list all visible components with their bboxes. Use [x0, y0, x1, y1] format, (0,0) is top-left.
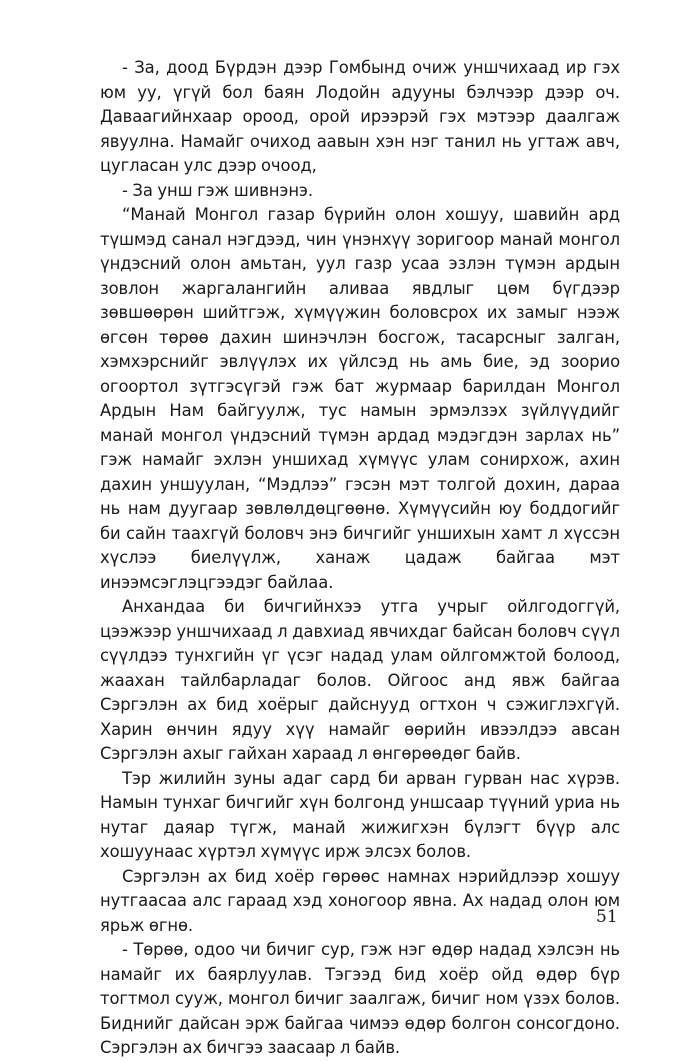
paragraph: Сэргэлэн ах бид хоёр гөрөөс намнах нэрийдлээр хошуу нутгаасаа алс гараад хэд хоногоор явна. Ах надад олон юм ярьж өгнө. [100, 866, 620, 935]
paragraph: - За, доод Бүрдэн дээр Гомбынд очиж уншчихаад ир гэх юм уу, үгүй бол баян Лодойн адууны бэлчээр дээр оч. Даваагийнхаар ороод, орой ирээрэй гэх мэтээр даалгаж явуулна. Намайг очиход аавын хэн нэг танил нь угтаж авч, цугласан улс дээр очоод, [100, 58, 620, 175]
paragraph: “Манай Монгол газар бүрийн олон хошуу, шавийн ард түшмэд санал нэгдээд, чин үнэнхүү зоригоор манай монгол үндэсний олон амьтан, уул газр усаа эзлэн түмэн ардын зовлон жаргалангийн аливаа явдлыг цөм бүгдээр зөвшөөрөн шийтгэж, хүмүүжин боловсрох их замыг нээж өгсөн төрөө дахин шинэчлэн босгож, тасарсныг залган, хэмхэрснийг эвлүүлэх их үйлсэд нь амь бие, эд зоорио огоортол зүтгэсүгэй гэж бат журмаар барилдан Монгол Ардын Нам байгуулж, тус намын эрмэлзэх зүйлүүдийг манай монгол үндэсний түмэн ардад мэдэгдэн зарлах нь” гэж намайг эхлэн уншихад хүмүүс улам сонирхож, ахин дахин уншуулан, “Мэдлээ” гэсэн мэт толгой дохин, дараа нь нам дуугаар зөвлөлдөцгөөнө. Хүмүүсийн юу боддогийг би сайн таахгүй боловч энэ бичгийг уншихын хамт л хүссэн хүслээ биелүүлж, ханаж цадаж байгаа мэт инээмсэглэцгээдэг байлаа. [100, 205, 620, 592]
body-text [100, 56, 620, 1061]
page-number: 51 [596, 907, 618, 927]
paragraph: Тэр жилийн зуны адаг сард би арван гурван нас хүрэв. Намын тунхаг бичгийг хүн болгонд уншсаар түүний уриа нь нутаг даяар түгж, манай жижигхэн бүлэгт бүүр алс хошуунаас хүртэл хүмүүс ирж элсэх болов. [100, 768, 620, 861]
paragraph: Анхандаа би бичгийнхээ утга учрыг ойлгодоггүй, цээжээр уншчихаад л давхиад явчихдаг байсан боловч сүүл сүүлдээ тунхгийн үг үсэг надад улам ойлгомжтой болоод, жаахан тайлбарладаг болов. Ойгоос анд явж байгаа Сэргэлэн ах бид хоёрыг дайснууд огтхон ч сэжиглэхгүй. Харин өнчин ядуу хүү намайг өөрийн ивээлдээ авсан Сэргэлэн ахыг гайхан хараад л өнгөрөөдөг байв. [100, 597, 620, 763]
paragraph: - Төрөө, одоо чи бичиг сур, гэж нэг өдөр надад хэлсэн нь намайг их баярлуулав. Тэгээд бид хоёр ойд өдөр бүр тогтмол сууж, монгол бичиг заалгаж, бичиг ном үзэх болов. Биднийг дайсан эрж байгаа чимээ өдөр болгон сонсогдоно. Сэргэлэн ах бичгээ заасаар л байв. [100, 940, 620, 1057]
paragraph: - За унш гэж шивнэнэ. [122, 180, 313, 200]
